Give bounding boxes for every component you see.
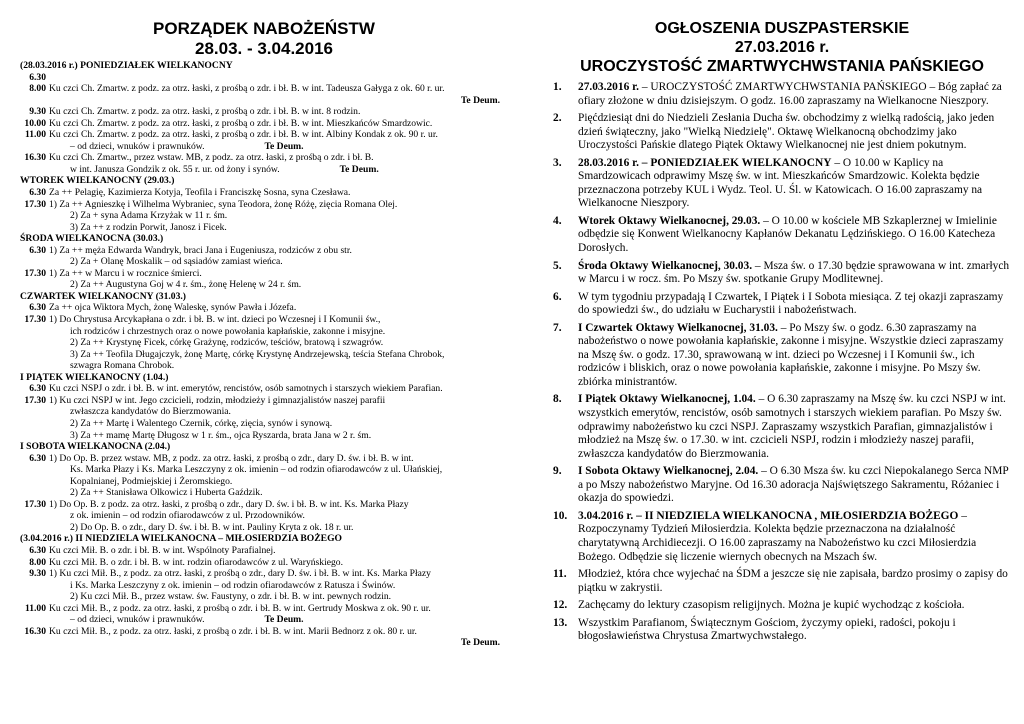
- intention-text: 2) Za ++ Krystynę Ficek, córkę Grażynę, rodziców, teściów, bratową i szwagrów.: [70, 337, 384, 349]
- intention-continuation: [20, 337, 508, 349]
- announcement-item: [553, 291, 1011, 318]
- intention-text: 1) Ku czci Mił. B., z podz. za otrz. łaski, z prośbą o zdr., dary D. św. i bł. B. w int. Ks. Marka Płazy: [49, 568, 431, 580]
- intention-text: zwłaszcza kandydatów do Bierzmowania.: [70, 406, 231, 418]
- intention-text: Ku czci Ch. Zmartw. z podz. za otrz. łaski, z prośbą o zdr. i bł. B. w int. Tadeusza Gałyga z ok. 60 r. ur.: [49, 83, 445, 95]
- announcement-number: 4.: [553, 214, 562, 227]
- intention-text: 2) Do Op. B. o zdr., dary D. św. i bł. B. w int. Pauliny Kryta z ok. 18 r. ur.: [70, 521, 354, 533]
- mass-time: 10.00: [24, 117, 46, 129]
- mass-time: 8.00: [29, 556, 46, 568]
- mass-entry: [20, 453, 508, 465]
- announcement-body: Pięćdziesiąt dni do Niedzieli Zesłania Ducha św. obchodzimy z wielką radością, jako jeden dzień świąteczny, jako "Wielką Niedzielę". Oktawę Wielkanocną obchodzimy jako Uroczystości Pańskie dlatego Piątek Oktawy Wielkanocnej nie jest dniem pokutnym.: [578, 112, 995, 152]
- intention-continuation: [20, 256, 508, 268]
- intention-text: 2) Za ++ Martę i Walentego Czernik, córkę, zięcia, synów i synową.: [70, 417, 333, 429]
- mass-time: 11.00: [24, 602, 46, 614]
- intention-text: Za ++ Pelagię, Kazimierza Kotyja, Teofila i Franciszkę Sosna, syna Czesława.: [49, 187, 351, 199]
- announcement-body: – Rozpoczynamy Tydzień Miłosierdzia. Kolekta będzie przeznaczona na działalność charytatywną Archidiecezji. O 16.00 zapraszamy na Nabożeństwo ku czci Miłosierdzia Bożego. Odbędzie się liczenie wiernych obecnych na Mszach św.: [578, 509, 977, 563]
- intention-continuation: [20, 418, 508, 430]
- announcement-body: Wszystkim Parafianom, Świątecznym Gościom, życzymy opieki, radości, pokoju i błogosławieństwa Chrystusa Zmartwychwstałego.: [578, 616, 956, 643]
- announcement-body: – O 10.00 w Kaplicy na Smardzowicach odprawimy Mszę św. w int. Mieszkańców Smardzowic. Kolekta będzie przeznaczona potrzeby KUL i Wydz. Teol. U. Śl. w Katowicach. O 16.00 zapraszamy na Wielkanocne Nieszpory.: [578, 156, 983, 210]
- announcement-item: [553, 260, 1011, 287]
- announcement-text: [578, 112, 1011, 153]
- intention-continuation: [20, 522, 508, 534]
- mass-time: 6.30: [29, 383, 46, 395]
- intention-text: Ku czci Ch. Zmartw. z podz. za otrz. łaski, z prośbą o zdr. i bł. B. w int. 8 rodzin.: [49, 106, 361, 118]
- intention-text: Ku czci NSPJ o zdr. i bł. B. w int. emerytów, rencistów, osób samotnych i starszych wiekiem Parafian.: [49, 383, 443, 395]
- announcement-text: [578, 291, 1011, 318]
- announcement-text: [578, 215, 1011, 256]
- mass-time: 6.30: [29, 302, 46, 314]
- mass-entry: [20, 83, 508, 95]
- mass-entry: [20, 268, 508, 280]
- announcement-item: [553, 599, 1011, 613]
- mass-time: 17.30: [24, 198, 46, 210]
- announcement-number: 13.: [553, 616, 568, 629]
- announcement-body: Zachęcamy do lektury czasopism religijnych. Można je kupić wychodząc z kościoła.: [578, 599, 965, 612]
- te-deum-note: Te Deum.: [264, 614, 304, 626]
- announcement-text: [578, 465, 1011, 506]
- schedule-date-range: 28.03. - 3.04.2016: [194, 39, 333, 58]
- announcement-text: [578, 322, 1011, 390]
- announcement-number: 1.: [553, 81, 562, 93]
- announcement-text: [578, 568, 1011, 595]
- mass-entry: [20, 603, 508, 615]
- mass-time: 9.30: [29, 106, 46, 118]
- intention-continuation: [20, 430, 508, 442]
- schedule-list: [20, 60, 508, 649]
- intention-text: Ku czci Mił. B., z podz. za otrz. łaski, z prośbą o zdr. i bł. B. w int. Marii Bednorz z ok. 80 r. ur.: [49, 625, 417, 637]
- intention-continuation: [20, 487, 508, 499]
- mass-entry: [20, 199, 508, 211]
- announcement-text: [578, 617, 1011, 644]
- day-header: (28.03.2016 r.) PONIEDZIAŁEK WIELKANOCNY: [20, 60, 233, 71]
- intention-continuation: [20, 464, 508, 476]
- announcement-number: 5.: [553, 259, 562, 272]
- mass-entry: [20, 106, 508, 118]
- intention-text: 3) Za ++ mamę Martę Długosz w 1 r. śm., ojca Ryszarda, brata Jana w 2 r. śm.: [70, 429, 372, 441]
- announcement-item: [553, 465, 1011, 506]
- intention-text: 1) Do Op. B. z podz. za otrz. łaski, z prośbą o zdr., dary D. św. i bł. B. w int. Ks. Marka Płazy: [49, 498, 409, 510]
- intention-text: i Ks. Marka Leszczyny z ok. imienin – od rodzin ofiarodawców z Ratusza i Świnów.: [70, 579, 396, 591]
- announcement-number: 10.: [553, 509, 568, 522]
- mass-time: 6.30: [29, 452, 46, 464]
- announcement-item: [553, 510, 1011, 564]
- mass-entry: [20, 383, 508, 395]
- intention-text: 1) Do Chrystusa Arcykapłana o zdr. i bł. B. w int. dzieci po Wczesnej i I Komunii św.,: [49, 314, 381, 326]
- te-deum-note: Te Deum.: [264, 140, 304, 152]
- mass-time: 8.00: [29, 83, 46, 95]
- day-header: WTOREK WIELKANOCNY (29.03.): [20, 175, 175, 187]
- announcement-item: [553, 215, 1011, 256]
- intention-text: 2) Za ++ Stanisława Olkowicz i Huberta Gaździk.: [70, 487, 263, 499]
- intention-continuation: [20, 141, 508, 153]
- announcement-number: 6.: [553, 290, 562, 303]
- announcement-number: 2.: [553, 112, 562, 125]
- mass-entry: [20, 118, 508, 130]
- mass-time: 17.30: [24, 267, 46, 279]
- intention-continuation: [20, 222, 508, 234]
- intention-text: Ku czci Mił. B. o zdr. i bł. B. w int. Wspólnoty Parafialnej.: [49, 544, 276, 556]
- schedule-title: PORZĄDEK NABOŻEŃSTW: [153, 19, 375, 38]
- intention-text: Ku czci Ch. Zmartw., przez wstaw. MB, z podz. za otrz. łaski, z prośbą o zdr. i bł. B.: [49, 152, 374, 164]
- intention-text: Ku czci Ch. Zmartw. z podz. za otrz. łaski, z prośbą o zdr. i bł. B. w int. Mieszkańców Smardzowic.: [49, 117, 433, 129]
- announcement-item: [553, 81, 1011, 108]
- day-header: ŚRODA WIELKANOCNA (30.03.): [20, 233, 164, 245]
- announcement-body: – Msza św. o 17.30 będzie sprawowana w int. zmarłych w Marcu i w rocz. śm. Po Mszy św. spotkanie Grupy Modlitewnej.: [578, 259, 1010, 286]
- intention-text: z ok. imienin – od rodzin ofiarodawców z ul. Przodowników.: [70, 510, 305, 522]
- intention-text: 1) Ku czci NSPJ w int. Jego czcicieli, rodzin, młodzieży i gimnazjalistów naszej parafii: [49, 394, 386, 406]
- announcement-body: – Po Mszy św. o godz. 6.30 zapraszamy na nabożeństwo o nowe powołania kapłańskie, zakonne i misyjne. Wszystkie dzieci zapraszamy na Mszę św. o godz. 17.30, sprawowaną w int. dzieci po Wczesnej i I Komunii św., ich rodziców i bliskich, oraz o nowe powołania kapłańskie, zakonne i misyjne. Po Mszy św. zbiórka ministrantów.: [578, 321, 1004, 388]
- intention-text: Ku czci Ch. Zmartw. z podz. za otrz. łaski, z prośbą o zdr. i bł. B. w int. Albiny Kondak z ok. 90 r. ur.: [49, 129, 438, 141]
- intention-text: 2) Za ++ Augustyna Goj w 4 r. śm., żonę Helenę w 24 r. śm.: [70, 279, 302, 291]
- day-header: I PIĄTEK WIELKANOCNY (1.04.): [20, 371, 169, 383]
- announcement-text: [578, 157, 1011, 211]
- intention-text: Ks. Marka Płazy i Ks. Marka Leszczyny z ok. imienin – od rodzin ofiarodawców z ul. Ułańskiej,: [70, 464, 443, 476]
- te-deum-note: Te Deum.: [460, 637, 500, 649]
- intention-text: Za ++ ojca Wiktora Mych, żonę Waleskę, synów Pawła i Józefa.: [49, 302, 297, 314]
- te-deum-note: Te Deum.: [339, 163, 379, 175]
- intention-text: – od dzieci, wnuków i prawnuków.: [70, 140, 205, 152]
- announcement-item: [553, 157, 1011, 211]
- intention-continuation: [20, 406, 508, 418]
- intention-continuation: [20, 614, 508, 626]
- mass-entry: [20, 499, 508, 511]
- mass-time: 6.30: [29, 187, 46, 199]
- announcement-number: 7.: [553, 321, 562, 334]
- mass-entry: [20, 72, 508, 84]
- mass-entry: [20, 152, 508, 164]
- intention-text: 1) Do Op. B. przez wstaw. MB, z podz. za otrz. łaski, z prośbą o zdr., dary D. św. i bł. B. w int.: [49, 452, 414, 464]
- intention-continuation: [20, 591, 508, 603]
- announcement-body: – UROCZYSTOŚĆ ZMARTWYCHWSTANIA PAŃSKIEGO – Bóg zapłać za ofiary złożone w dniu dzisiejszym. O godz. 16.00 zapraszamy na Wielkanocne Nieszpory.: [578, 81, 1002, 107]
- mass-entry: [20, 245, 508, 257]
- mass-time: 11.00: [24, 129, 46, 141]
- announcement-text: [578, 510, 1011, 564]
- intention-continuation: [20, 360, 508, 372]
- announcement-heading: Środa Oktawy Wielkanocnej, 30.03.: [578, 259, 753, 272]
- intention-text: 1) Za ++ w Marcu i w rocznice śmierci.: [49, 267, 202, 279]
- announcement-body: – O 6.30 zapraszamy na Mszę św. ku czci NSPJ w int. wszystkich emerytów, rencistów, osób samotnych i starszych wiekiem parafian. Po Mszy św. odprawimy nabożeństwo ku czci NSPJ. Zapraszamy wszystkich Parafian, gimnazjalistów i młodzież na Mszę św. o 17.30. w int. czcicieli NSPJ, rodzin i młodzieży naszej parafii, zwłaszcza kandydatów do Bierzmowania.: [578, 393, 1006, 460]
- mass-entry: [20, 626, 508, 638]
- announcement-number: 9.: [553, 465, 562, 478]
- mass-entry: [20, 395, 508, 407]
- announcement-heading: 27.03.2016 r.: [578, 81, 639, 93]
- announcement-heading: I Sobota Oktawy Wielkanocnej, 2.04.: [578, 465, 759, 478]
- intention-continuation: [20, 164, 508, 176]
- announcements-list: [553, 81, 1011, 644]
- mass-entry: [20, 187, 508, 199]
- intention-continuation: [20, 349, 508, 361]
- announcement-body: Młodzież, która chce wyjechać na ŚDM a jeszcze się nie zapisała, bardzo prosimy o zapisy do piątku w zakrystii.: [578, 568, 1008, 594]
- announcement-heading: I Czwartek Oktawy Wielkanocnej, 31.03.: [578, 321, 778, 334]
- mass-time: 17.30: [24, 314, 46, 326]
- intention-text: Ku czci Mił. B. o zdr. i bł. B. w int. rodzin ofiarodawców z ul. Waryńskiego.: [49, 556, 343, 568]
- intention-text: w int. Janusza Gondzik z ok. 55 r. ur. od żony i synów.: [70, 163, 280, 175]
- announcement-body: W tym tygodniu przypadają I Czwartek, I Piątek i I Sobota miesiąca. Z tej okazji zapraszamy do spowiedzi św., do udziału w Eucharystii i nabożeństwach.: [578, 290, 1004, 317]
- mass-time: 6.30: [29, 244, 46, 256]
- mass-time: 16.30: [24, 152, 46, 164]
- day-header: CZWARTEK WIELKANOCNY (31.03.): [20, 290, 186, 302]
- announcement-text: [578, 260, 1011, 287]
- announcement-heading: I Piątek Oktawy Wielkanocnej, 1.04.: [578, 393, 756, 406]
- mass-time: 17.30: [24, 394, 46, 406]
- day-header: (3.04.2016 r.) II NIEDZIELA WIELKANOCNA – MIŁOSIERDZIA BOŻEGO: [20, 533, 342, 545]
- announcements-feast: UROCZYSTOŚĆ ZMARTWYCHWSTANIA PAŃSKIEGO: [580, 58, 984, 75]
- mass-entry: [20, 302, 508, 314]
- mass-time: 9.30: [29, 568, 46, 580]
- intention-text: szwagra Romana Chrobok.: [70, 360, 175, 372]
- intention-text: 2) Ku czci Mił. B., przez wstaw. św. Faustyny, o zdr. i bł. B. w int. pewnych rodzin.: [70, 591, 392, 603]
- announcement-item: [553, 617, 1011, 644]
- announcements-title: OGŁOSZENIA DUSZPASTERSKIE: [654, 20, 910, 37]
- mass-entry: [20, 568, 508, 580]
- announcements-column: [553, 0, 1011, 648]
- mass-schedule-column: [20, 0, 508, 649]
- intention-continuation: [20, 510, 508, 522]
- announcement-item: [553, 568, 1011, 595]
- announcement-text: [578, 81, 1011, 108]
- intention-text: 1) Za ++ Agnieszkę i Wilhelma Wybraniec, syna Teodora, żonę Różę, zięcia Romana Olej.: [49, 198, 398, 210]
- intention-text: 3) Za ++ z rodzin Porwit, Janosz i Ficek.: [70, 221, 227, 233]
- announcement-text: [578, 393, 1011, 461]
- intention-text: 3) Za ++ Teofila Długajczyk, żonę Martę, córkę Krystynę Andrzejewską, teścia Stefana Chrobok,: [70, 348, 445, 360]
- announcement-text: [578, 599, 1011, 613]
- announcement-heading: 3.04.2016 r. – II NIEDZIELA WIELKANOCNA , MIŁOSIERDZIA BOŻEGO: [578, 509, 959, 522]
- intention-continuation: [20, 326, 508, 338]
- intention-text: ich rodziców i chrzestnych oraz o nowe powołania kapłańskie, zakonne i misyjne.: [70, 325, 386, 337]
- intention-text: Kopalnianej, Podmiejskiej i Żeromskiego.: [70, 475, 233, 487]
- intention-continuation: [20, 476, 508, 488]
- mass-time: 6.30: [29, 71, 46, 83]
- intention-text: – od dzieci, wnuków i prawnuków.: [70, 614, 205, 626]
- mass-time: 6.30: [29, 544, 46, 556]
- intention-text: Ku czci Mił. B., z podz. za otrz. łaski, z prośbą o zdr. i bł. B. w int. Gertrudy Moskwa z ok. 90 r. ur.: [49, 602, 431, 614]
- mass-entry: [20, 545, 508, 557]
- intention-text: 2) Za + Olanę Moskalik – od sąsiadów zamiast wieńca.: [70, 256, 283, 268]
- intention-continuation: [20, 210, 508, 222]
- announcement-heading: 28.03.2016 r. – PONIEDZIAŁEK WIELKANOCNY: [578, 156, 832, 169]
- announcement-body: – O 6.30 Msza św. ku czci Niepokalanego Serca NMP a po Mszy nabożeństwo Maryjne. Od 16.30 adoracja Najświętszego Sakramentu, Różaniec i okazja do spowiedzi.: [578, 465, 1009, 505]
- announcement-item: [553, 393, 1011, 461]
- intention-continuation: [20, 580, 508, 592]
- day-header: I SOBOTA WIELKANOCNA (2.04.): [20, 441, 171, 453]
- mass-entry: [20, 557, 508, 569]
- mass-entry: [20, 129, 508, 141]
- mass-time: 17.30: [24, 498, 46, 510]
- mass-time: 16.30: [24, 625, 46, 637]
- announcement-body: – O 10.00 w kościele MB Szkaplerznej w Imielinie odbędzie się Konwent Wielkanocny Kapłanów Dekanatu Lędzińskiego. O 16.00 Katecheza Dorosłych.: [578, 214, 997, 255]
- announcement-number: 12.: [553, 599, 568, 612]
- mass-entry: [20, 314, 508, 326]
- announcement-number: 11.: [553, 568, 567, 581]
- announcement-number: 8.: [553, 393, 562, 406]
- intention-text: 2) Za + syna Adama Krzyżak w 11 r. śm.: [70, 210, 228, 222]
- announcement-number: 3.: [553, 156, 562, 169]
- intention-continuation: [20, 279, 508, 291]
- te-deum-note: Te Deum.: [460, 94, 500, 106]
- announcement-heading: Wtorek Oktawy Wielkanocnej, 29.03.: [578, 214, 761, 227]
- announcements-date: 27.03.2016 r.: [734, 39, 830, 56]
- announcement-item: [553, 322, 1011, 390]
- announcement-item: [553, 112, 1011, 153]
- intention-text: 1) Za ++ męża Edwarda Wandryk, braci Jana i Eugeniusza, rodziców z obu str.: [49, 244, 352, 256]
